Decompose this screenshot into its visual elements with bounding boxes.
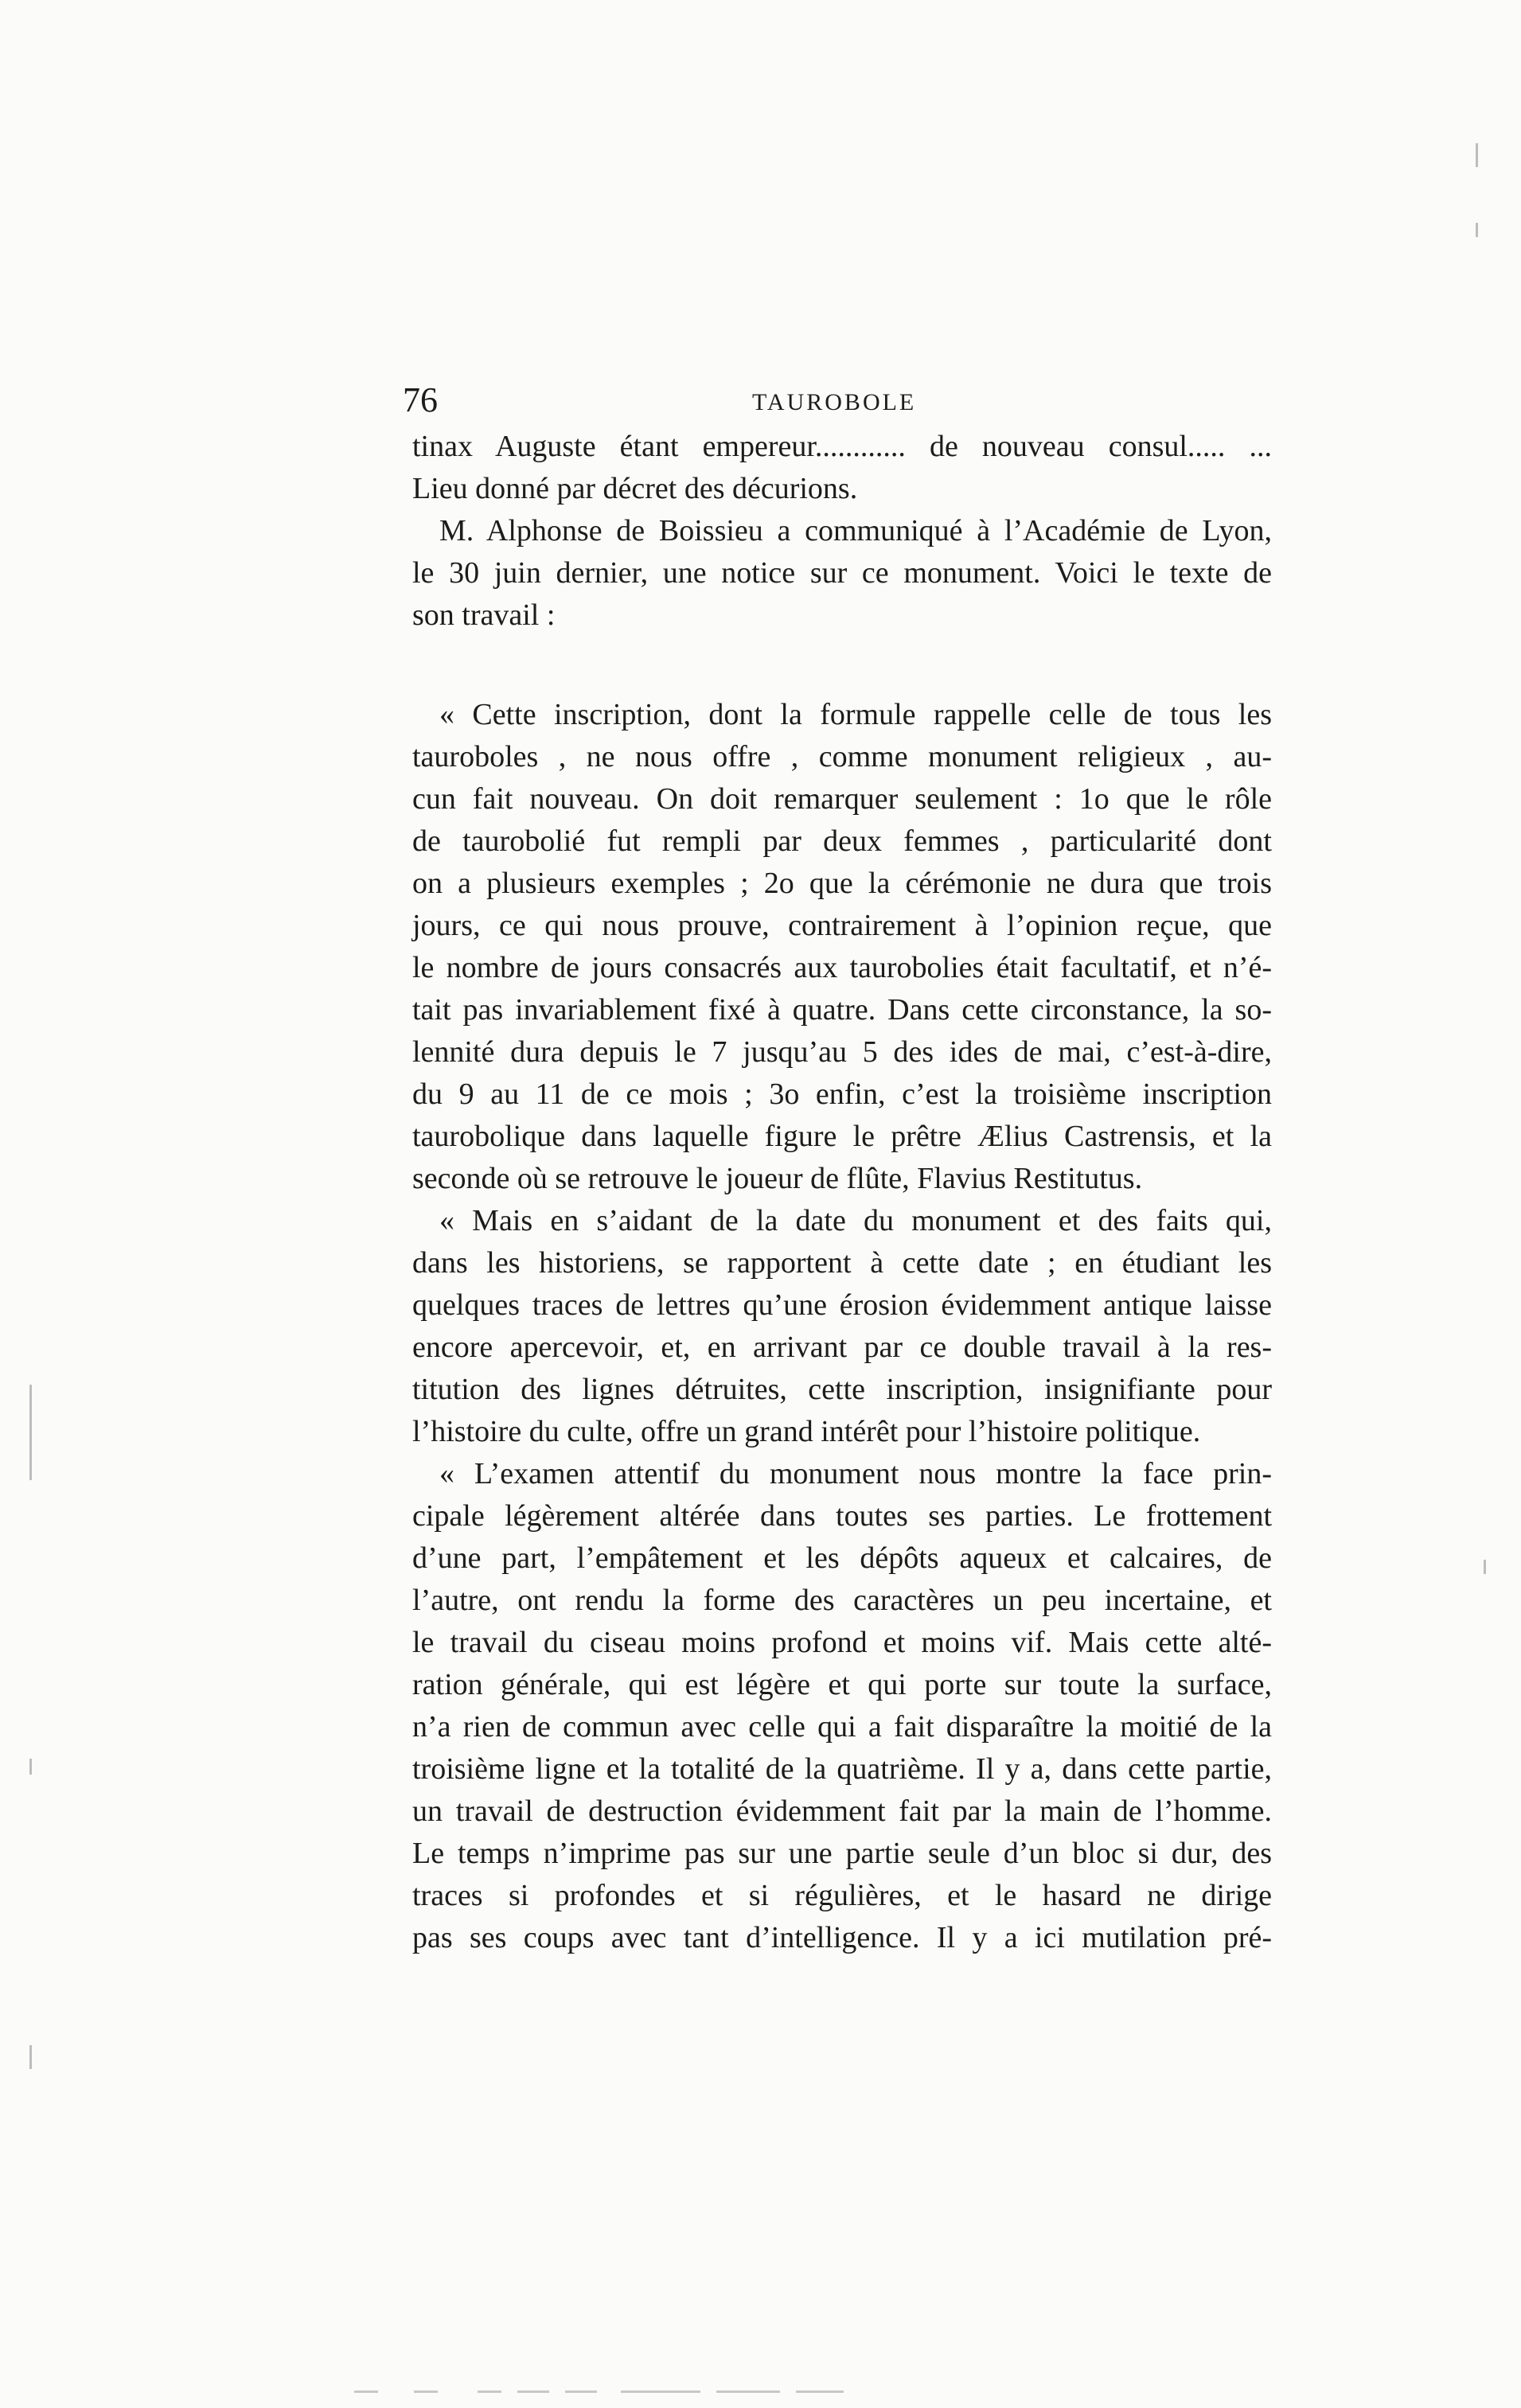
text-line: Lieu donné par décret des décurions. xyxy=(412,472,858,505)
text-line: dans les historiens, se rapportent à cette date ; en étudiant les xyxy=(412,1246,1272,1280)
text-line: lennité dura depuis le 7 jusqu’au 5 des ides de mai, c’est-à-dire, xyxy=(412,1035,1272,1069)
scan-mark xyxy=(1484,1560,1486,1574)
text-line: jours, ce qui nous prouve, contrairement à l’opinion reçue, que xyxy=(412,909,1272,942)
text-line: seconde où se retrouve le joueur de flûte, Flavius Restitutus. xyxy=(412,1162,1143,1195)
text-line: cun fait nouveau. On doit remarquer seulement : 1o que le rôle xyxy=(412,782,1272,816)
text-line: « L’examen attentif du monument nous montre la face prin- xyxy=(439,1457,1272,1490)
scan-mark xyxy=(29,1385,32,1480)
text-line: M. Alphonse de Boissieu a communiqué à l’Académie de Lyon, xyxy=(439,514,1272,547)
scan-mark xyxy=(565,2390,597,2393)
text-line: du 9 au 11 de ce mois ; 3o enfin, c’est la troisième inscription xyxy=(412,1077,1272,1111)
text-line: titution des lignes détruites, cette inscription, insignifiante pour xyxy=(412,1373,1272,1406)
page-body xyxy=(412,426,1272,1959)
paragraph xyxy=(412,1453,1272,1959)
scan-mark xyxy=(1476,143,1478,167)
scan-mark xyxy=(796,2390,844,2393)
text-line: n’a rien de commun avec celle qui a fait disparaître la moitié de la xyxy=(412,1710,1272,1744)
text-line: l’autre, ont rendu la forme des caractères un peu incertaine, et xyxy=(412,1584,1272,1617)
scan-mark xyxy=(621,2390,700,2393)
scan-mark xyxy=(354,2390,378,2393)
text-line: encore apercevoir, et, en arrivant par ce double travail à la res- xyxy=(412,1331,1272,1364)
text-line: le 30 juin dernier, une notice sur ce monument. Voici le texte de xyxy=(412,556,1272,590)
text-line: ration générale, qui est légère et qui porte sur toute la surface, xyxy=(412,1668,1272,1701)
scan-mark xyxy=(29,2045,32,2069)
page-number: 76 xyxy=(403,380,438,419)
text-line: pas ses coups avec tant d’intelligence. Il y a ici mutilation pré- xyxy=(412,1921,1272,1954)
text-line: de taurobolié fut rempli par deux femmes , particularité dont xyxy=(412,824,1272,858)
text-line: cipale légèrement altérée dans toutes ses parties. Le frottement xyxy=(412,1499,1272,1533)
text-line: « Mais en s’aidant de la date du monument et des faits qui, xyxy=(439,1204,1272,1237)
paragraph xyxy=(412,1200,1272,1453)
text-line: quelques traces de lettres qu’une érosion évidemment antique laisse xyxy=(412,1288,1272,1322)
scan-mark xyxy=(716,2390,780,2393)
scan-mark xyxy=(29,1759,32,1775)
scan-mark xyxy=(414,2390,438,2393)
intro-section xyxy=(412,426,1272,637)
text-line: « Cette inscription, dont la formule rappelle celle de tous les xyxy=(439,698,1272,731)
text-line: troisième ligne et la totalité de la quatrième. Il y a, dans cette partie, xyxy=(412,1752,1272,1786)
text-line: on a plusieurs exemples ; 2o que la cérémonie ne dura que trois xyxy=(412,867,1272,900)
text-line: un travail de destruction évidemment fait par la main de l’homme. xyxy=(412,1794,1272,1828)
paragraph xyxy=(412,694,1272,1200)
text-line: son travail : xyxy=(412,598,556,632)
text-line: traces si profondes et si régulières, et le hasard ne dirige xyxy=(412,1879,1272,1912)
text-line: Le temps n’imprime pas sur une partie seule d’un bloc si dur, des xyxy=(412,1837,1272,1870)
text-line: l’histoire du culte, offre un grand intérêt pour l’histoire politique. xyxy=(412,1415,1201,1448)
text-line: le nombre de jours consacrés aux taurobolies était facultatif, et n’é- xyxy=(412,951,1272,984)
text-line: tinax Auguste étant empereur............ de nouveau consul..... ... xyxy=(412,430,1272,463)
text-line: taurobolique dans laquelle figure le prêtre Ælius Castrensis, et la xyxy=(412,1120,1272,1153)
text-line: tait pas invariablement fixé à quatre. Dans cette circonstance, la so- xyxy=(412,993,1272,1027)
scan-mark xyxy=(517,2390,549,2393)
text-line: d’une part, l’empâtement et les dépôts aqueux et calcaires, de xyxy=(412,1541,1272,1575)
scan-mark xyxy=(1476,223,1478,237)
running-head: TAUROBOLE xyxy=(752,389,917,415)
scan-mark xyxy=(478,2390,501,2393)
text-line: le travail du ciseau moins profond et moins vif. Mais cette alté- xyxy=(412,1626,1272,1659)
text-line: tauroboles , ne nous offre , comme monument religieux , au- xyxy=(412,740,1272,773)
